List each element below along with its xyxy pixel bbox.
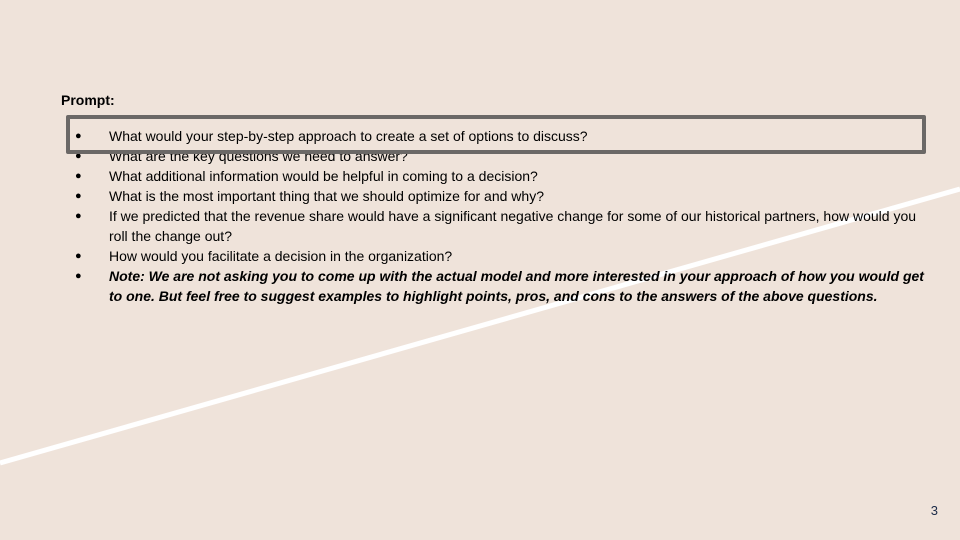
page-number: 3: [930, 503, 938, 518]
list-item: [70, 206, 930, 246]
list-item: [70, 166, 930, 186]
list-item: [70, 246, 930, 266]
bullet-text: What additional information would be helpful in coming to a decision?: [109, 168, 538, 184]
bullet-dot-icon: ●: [75, 210, 82, 222]
highlight-box: [66, 115, 926, 154]
bullet-text: What are the key questions we need to answer?: [109, 148, 408, 164]
bullet-dot-icon: ●: [75, 190, 82, 202]
list-item-note: [70, 266, 930, 306]
note-text: Note: We are not asking you to come up with the actual model and more interested in your approach of how you would get to one. But feel free to suggest examples to highlight points, pros, and cons to the answers of the above questions.: [109, 268, 924, 304]
bullet-text: What would your step-by-step approach to create a set of options to discuss?: [109, 128, 588, 144]
bullet-dot-icon: ●: [75, 250, 82, 262]
bullet-text: If we predicted that the revenue share would have a significant negative change for some of our historical partners, how would you roll the change out?: [109, 208, 917, 244]
list-item: [70, 186, 930, 206]
bullet-text: How would you facilitate a decision in the organization?: [109, 248, 453, 264]
bullet-dot-icon: ●: [75, 130, 82, 142]
bullet-text: What is the most important thing that we should optimize for and why?: [109, 188, 544, 204]
prompt-title: Prompt:: [61, 92, 115, 108]
bullet-dot-icon: ●: [75, 150, 82, 162]
bullet-dot-icon: ●: [75, 170, 82, 182]
bullet-dot-icon: ●: [75, 270, 82, 282]
